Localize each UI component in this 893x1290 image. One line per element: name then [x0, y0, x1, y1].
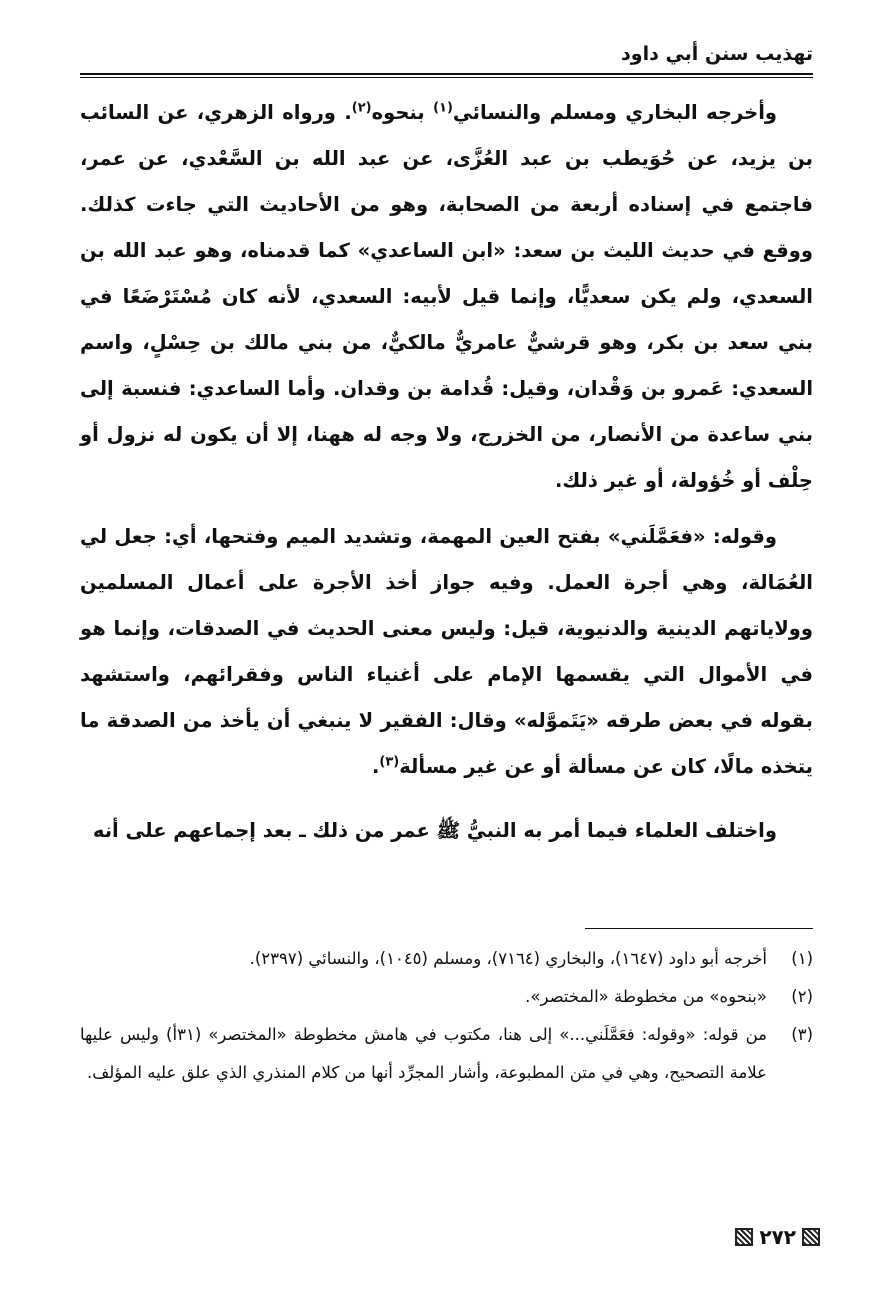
paragraph: واختلف العلماء فيما أمر به النبيُّ ﷺ عمر من ذلك ـ بعد إجماعهم على أنه — [92, 819, 777, 842]
footnote-item — [80, 940, 813, 978]
text-run: وأخرجه البخاري ومسلم والنسائي — [452, 101, 777, 124]
ornament-icon — [735, 1228, 753, 1246]
text-run: . — [371, 755, 380, 778]
paragraph — [80, 90, 813, 504]
header-rule — [80, 73, 813, 78]
text-run: بنحوه — [371, 101, 434, 124]
footnote-number: (٣) — [791, 1025, 813, 1044]
page-number: ٢٧٢ — [759, 1225, 796, 1249]
running-header: تهذيب سنن أبي داود — [621, 43, 813, 65]
footnote-ref: (٢) — [351, 100, 372, 116]
footnote-text: «بنحوه» من مخطوطة «المختصر». — [525, 987, 767, 1006]
footnote-ref: (١) — [433, 100, 453, 116]
text-run: وقوله: «فعَمَّلَني» بفتح العين المهمة، وتشديد الميم وفتحها، أي: جعل لي العُمَالة، وهي أجرة العمل. وفيه جواز أخذ الأجرة على أعمال المسلمين وولاياتهم الدينية والدنيوية، قيل: وليس معنى الحديث في الصدقات، وإنما هو في الأموال التي يقسمها الإمام على أغنياء الناس وفقرائهم، واستشهد بقوله في بعض طرقه «يَتَموَّله» وقال: الفقير لا ينبغي أن يأخذ من الصدقة ما يتخذه مالًا، كان عن مسألة أو عن غير مسألة — [80, 525, 813, 778]
footnote-text: أخرجه أبو داود (١٦٤٧)، والبخاري (٧١٦٤)، ومسلم (١٠٤٥)، والنسائي (٢٣٩٧). — [249, 949, 767, 968]
footnote-item — [80, 978, 813, 1016]
page-number-block — [710, 1222, 820, 1252]
paragraph — [80, 514, 813, 790]
footnote-number: (٢) — [791, 987, 813, 1006]
ornament-icon — [802, 1228, 820, 1246]
footnotes — [80, 940, 813, 1092]
main-text — [80, 90, 813, 854]
footnote-number: (١) — [791, 949, 813, 968]
footnote-rule — [585, 928, 813, 929]
footnote-text: من قوله: «وقوله: فعَمَّلَني...» إلى هنا، مكتوب في هامش مخطوطة «المختصر» (٣١أ) وليس عليها علامة التصحيح، وهي في متن المطبوعة، وأشار المجرِّد أنها من كلام المنذري الذي علق عليه المؤلف. — [80, 1025, 767, 1082]
footnote-item — [80, 1016, 813, 1092]
text-run: . ورواه الزهري، عن السائب بن يزيد، عن حُوَيطب بن عبد العُزَّى، عن عبد الله بن السَّعْدي، عن عمر، فاجتمع في إسناده أربعة من الصحابة، وهو من الأحاديث التي جاءت كذلك. ووقع في حديث الليث بن سعد: «ابن الساعدي» كما قدمناه، وهو عبد الله بن السعدي، ولم يكن سعديًّا، وإنما قيل لأبيه: السعدي، لأنه كان مُسْتَرْضَعًا في بني سعد بن بكر، وهو قرشيٌّ عامريٌّ مالكيٌّ، من بني مالك بن حِسْلٍ، واسم السعدي: عَمرو بن وَقْدان، وقيل: قُدامة بن وقدان. وأما الساعدي: فنسبة إلى بني ساعدة من الأنصار، من الخزرج، ولا وجه له ههنا، إلا أن يكون له نزول أو حِلْف أو خُؤولة، أو غير ذلك. — [80, 101, 813, 492]
footnote-ref: (٣) — [379, 754, 400, 770]
